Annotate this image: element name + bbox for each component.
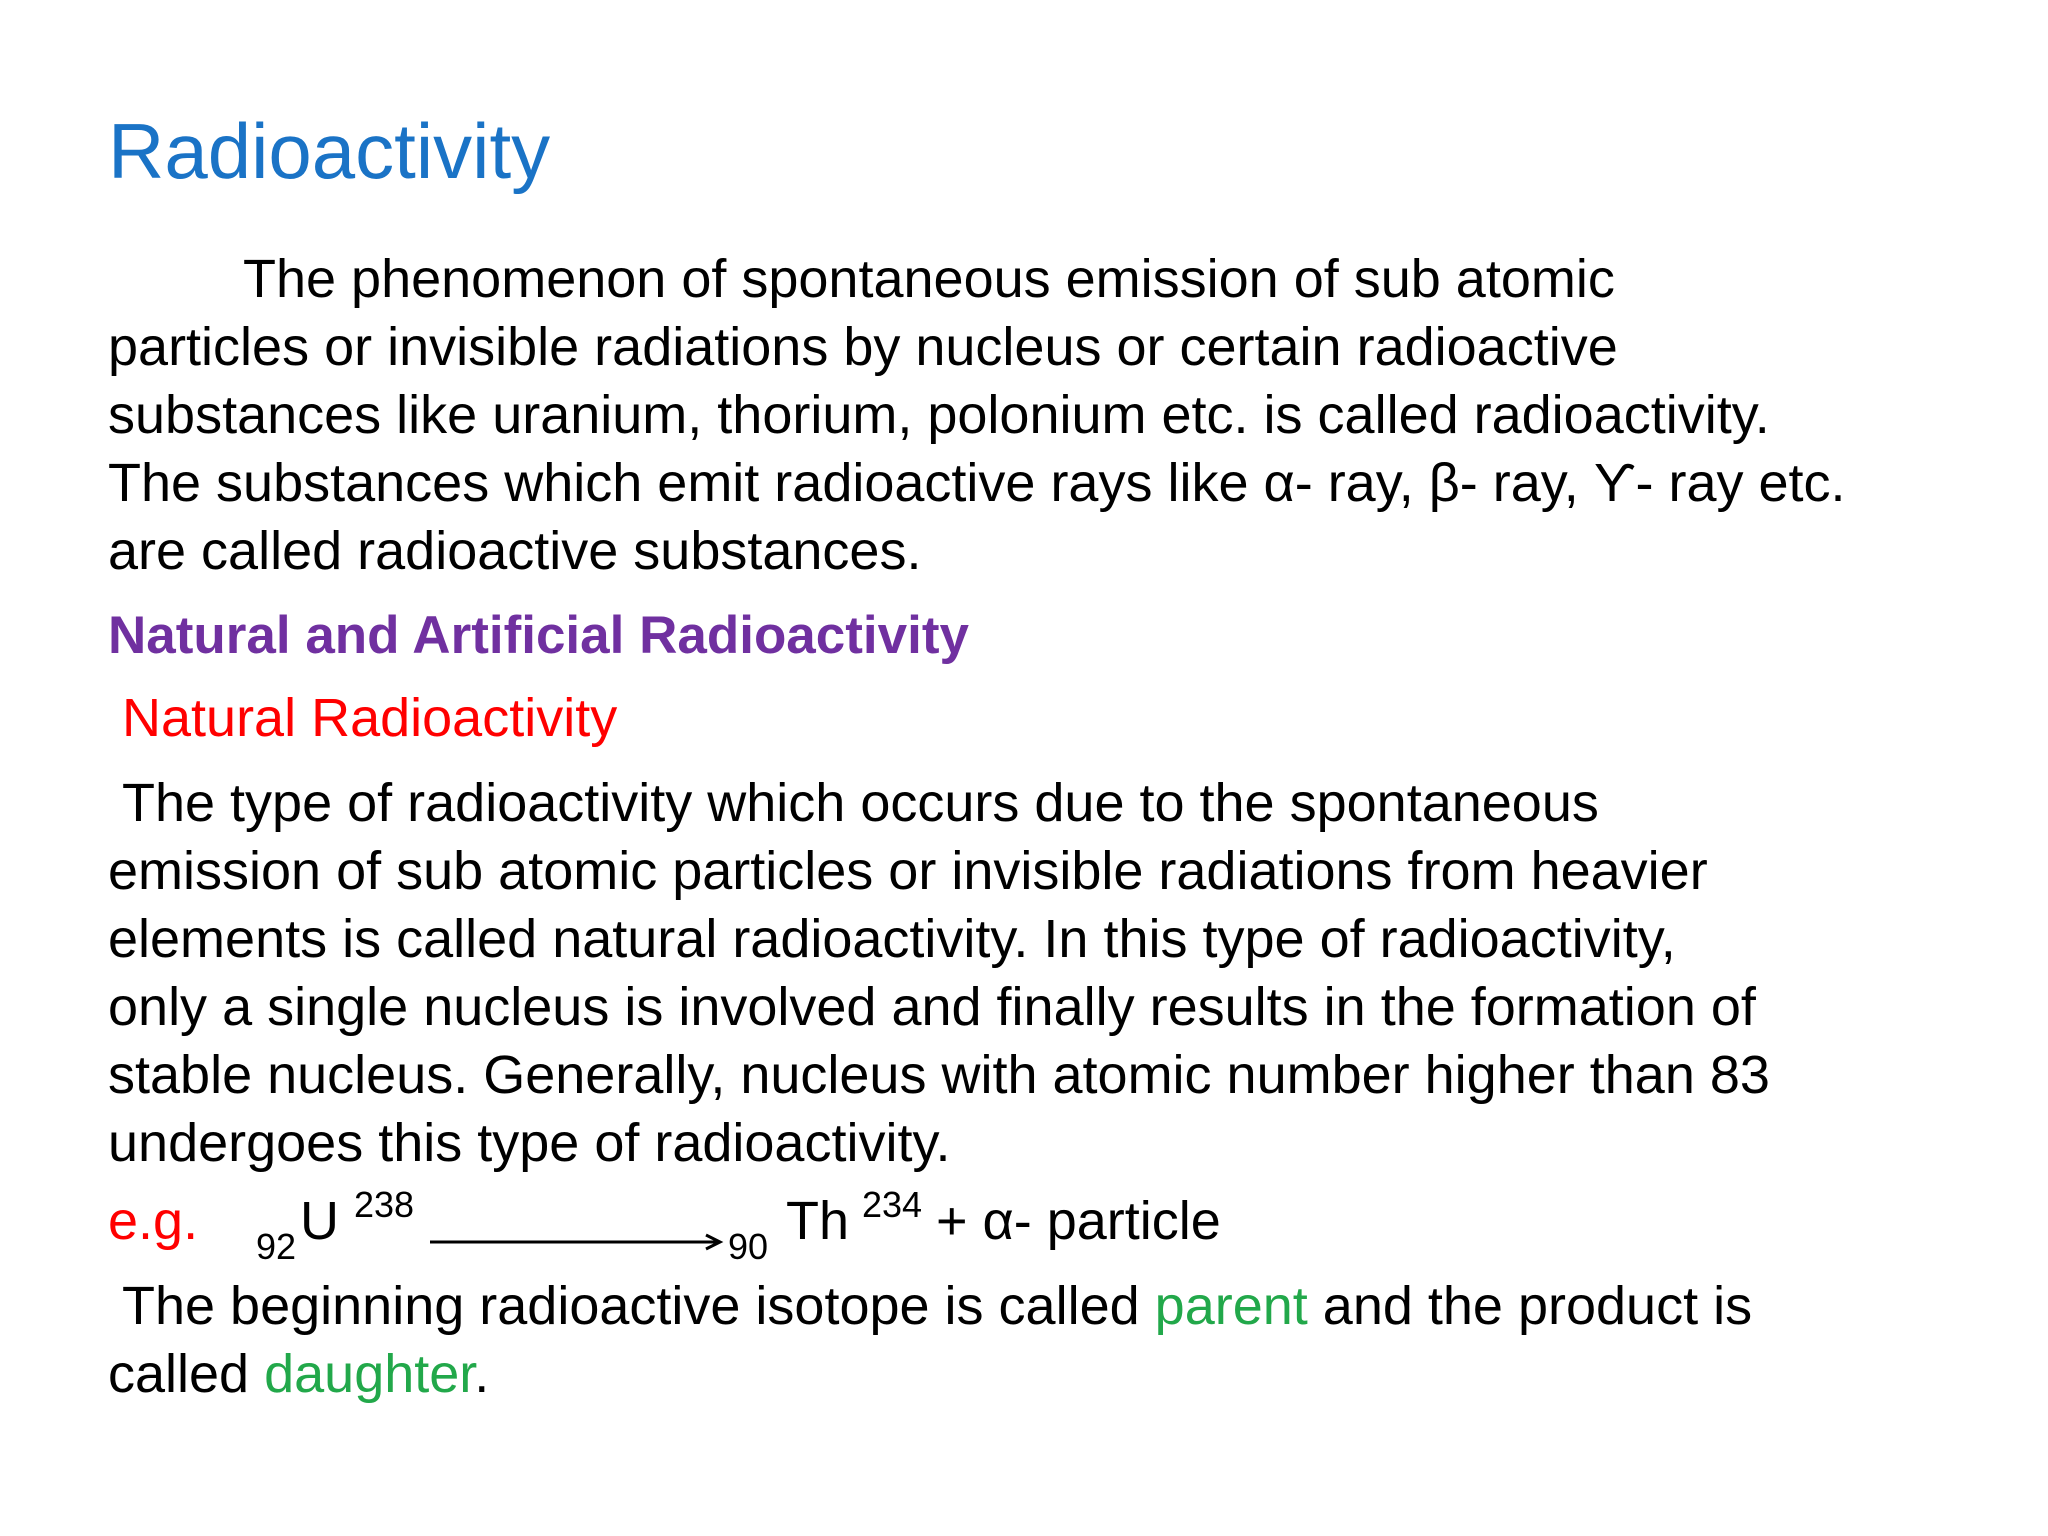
text-segment: and the product is	[1307, 1276, 1753, 1336]
slide-title: Radioactivity	[108, 107, 551, 195]
daughter-mass-number: 234	[862, 1184, 923, 1225]
text-segment: The beginning radioactive isotope is called	[122, 1276, 1155, 1336]
parent-mass-number: 238	[354, 1184, 415, 1225]
natural-line: undergoes this type of radioactivity.	[108, 1113, 951, 1173]
definition-line: particles or invisible radiations by nucleus or certain radioactive	[108, 317, 1618, 377]
text-segment: called	[108, 1344, 265, 1404]
parent-symbol: U	[300, 1191, 339, 1251]
natural-line: elements is called natural radioactivity. In this type of radioactivity,	[108, 909, 1676, 969]
definition-line: are called radioactive substances.	[108, 521, 922, 581]
definition-line: The substances which emit radioactive rays like α- ray, β- ray, ϒ- ray etc.	[108, 453, 1846, 513]
daughter-term: daughter	[264, 1344, 475, 1404]
parent-term: parent	[1154, 1276, 1308, 1336]
daughter-symbol: Th	[786, 1191, 850, 1251]
definition-line: substances like uranium, thorium, polonium etc. is called radioactivity.	[108, 385, 1770, 445]
natural-radioactivity-paragraph	[108, 769, 1988, 1177]
parent-atomic-number: 92	[256, 1226, 297, 1267]
example-label: e.g.	[108, 1191, 199, 1251]
daughter-atomic-number: 90	[728, 1226, 769, 1267]
parent-daughter-line	[108, 1340, 1988, 1408]
natural-line: stable nucleus. Generally, nucleus with atomic number higher than 83	[108, 1045, 1770, 1105]
parent-daughter-paragraph	[108, 1272, 1988, 1408]
natural-line: only a single nucleus is involved and finally results in the formation of	[108, 977, 1756, 1037]
natural-line: The type of radioactivity which occurs due to the spontaneous	[122, 773, 1599, 833]
definition-paragraph	[108, 245, 1988, 585]
natural-line: emission of sub atomic particles or invisible radiations from heavier	[108, 841, 1708, 901]
equation-product: + α- particle	[936, 1191, 1221, 1251]
definition-line: The phenomenon of spontaneous emission of sub atomic	[243, 249, 1615, 309]
text-segment: .	[474, 1344, 490, 1404]
natural-artificial-heading: Natural and Artificial Radioactivity	[108, 606, 969, 665]
reaction-arrow-icon	[428, 1232, 728, 1252]
parent-daughter-line	[108, 1272, 1988, 1340]
natural-radioactivity-heading: Natural Radioactivity	[122, 688, 618, 748]
